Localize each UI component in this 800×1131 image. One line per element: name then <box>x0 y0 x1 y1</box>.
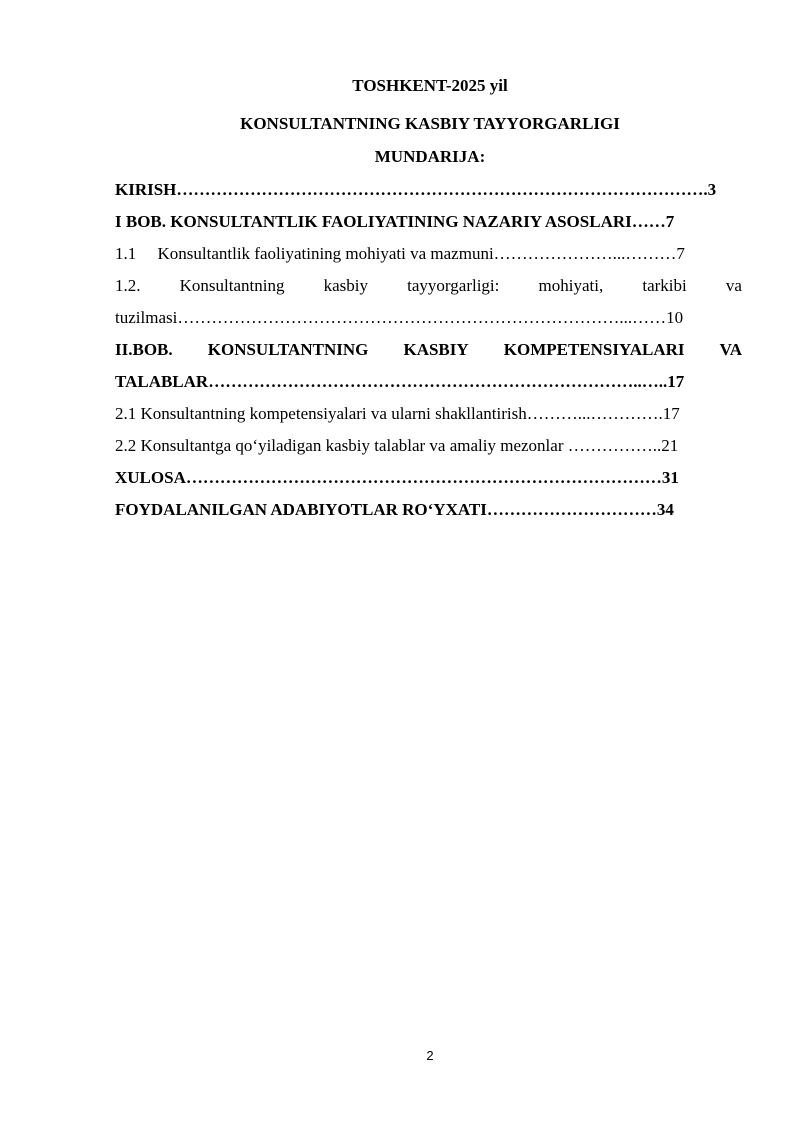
toc-word: KASBIY <box>403 340 469 359</box>
toc-word: KONSULTANTNING <box>207 340 369 359</box>
toc-word: KOMPETENSIYALARI <box>503 340 685 359</box>
page-number: 2 <box>426 1048 434 1063</box>
toc-entry-1-2-first-line <box>115 276 742 296</box>
toc-word: 1.2. <box>115 276 141 295</box>
city-year-line: TOSHKENT-2025 yil <box>352 76 508 95</box>
toc-entry-1-1: 1.1 Konsultantlik faoliyatining mohiyati va mazmuni…………………...………7 <box>115 244 685 263</box>
toc-word: tarkibi <box>642 276 687 295</box>
toc-entry-2-2: 2.2 Konsultantga qo‘yiladigan kasbiy talablar va amaliy mezonlar ……………..21 <box>115 436 679 455</box>
toc-entry-references: FOYDALANILGAN ADABIYOTLAR RO‘YXATI…………………………34 <box>115 500 674 519</box>
toc-entry-chapter-1: I BOB. KONSULTANTLIK FAOLIYATINING NAZARIY ASOSLARI……7 <box>115 212 675 231</box>
toc-word: II.BOB. <box>115 340 173 359</box>
toc-word: VA <box>719 340 742 359</box>
toc-entry-2-1: 2.1 Konsultantning kompetensiyalari va ularni shakllantirish………...………….17 <box>115 404 680 423</box>
document-title: KONSULTANTNING KASBIY TAYYORGARLIGI <box>240 114 620 133</box>
toc-entry-intro: KIRISH………………………………………………………………………………….3 <box>115 180 717 199</box>
toc-entry-conclusion: XULOSA…………………………………………………………………………31 <box>115 468 679 487</box>
toc-heading: MUNDARIJA: <box>374 147 486 166</box>
toc-word: tayyorgarligi: <box>407 276 500 295</box>
toc-word: va <box>725 276 742 295</box>
toc-entry-1-2-second-line: tuzilmasi……………………………………………………………………...……10 <box>115 308 684 327</box>
toc-entry-chapter-2-second-line: TALABLAR…………………………………………………………………..…..17 <box>115 372 685 391</box>
toc-word: Konsultantning <box>179 276 285 295</box>
toc-entry-chapter-2-first-line <box>115 340 742 360</box>
toc-word: kasbiy <box>323 276 369 295</box>
toc-word: mohiyati, <box>538 276 604 295</box>
